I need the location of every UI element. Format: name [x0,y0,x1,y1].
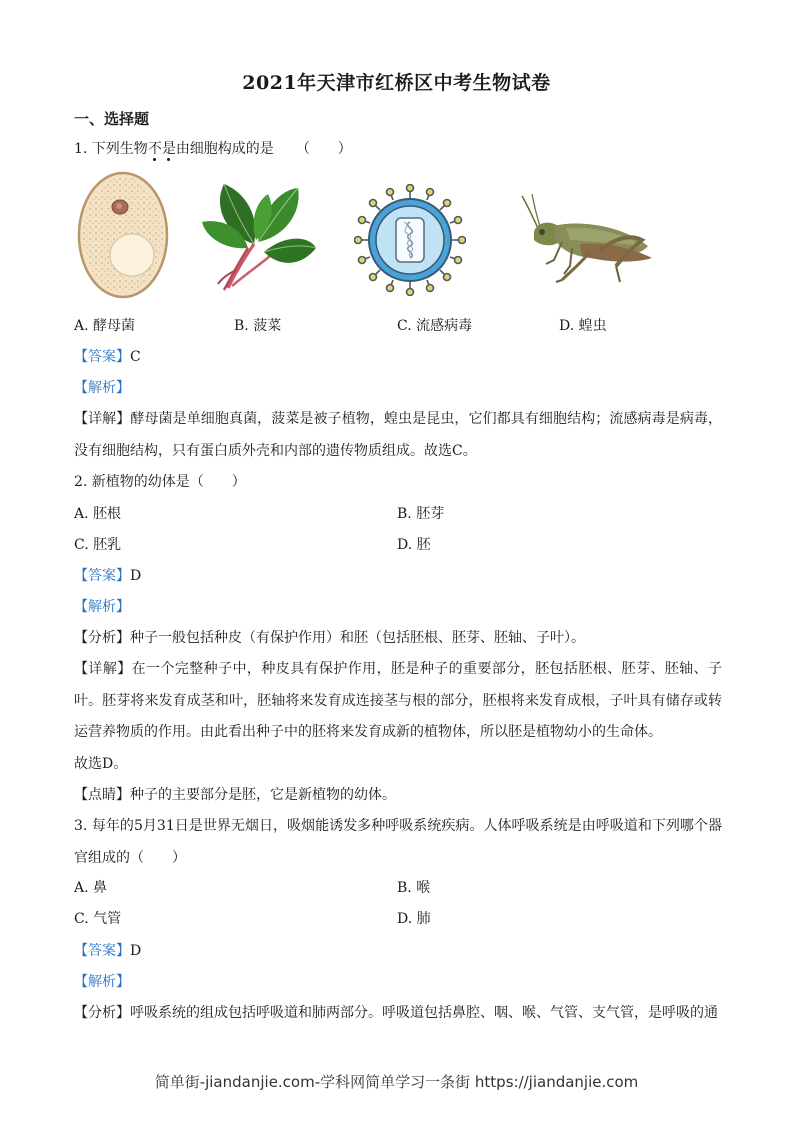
q2-analysis-heading [74,597,130,617]
q1-option-b: B. 菠菜 [234,318,282,334]
q1-detail [74,404,722,467]
q1-stem-part: 1. 下列生物 [74,141,148,157]
analysis-tag: 【解析】 [74,599,130,615]
q1-stem-part: 由细胞构成的是 [175,141,274,157]
detail-tag: 【详解】 [74,661,132,677]
emphasis-dot-char: 是 [161,141,176,157]
q2-option-b: B. 胚芽 [397,506,445,522]
grasshopper-image [520,194,660,286]
q2-answer [74,566,141,586]
q2-dianjing [74,785,396,805]
yeast-cell-image [76,171,170,299]
q1-option-c: C. 流感病毒 [397,318,473,334]
analysis-tag: 【解析】 [74,380,130,396]
dianjing-text: 种子的主要部分是胚，它是新植物的幼体。 [130,787,396,803]
answer-value: D [130,568,142,584]
q3-answer [74,941,141,961]
q1-answer [74,347,141,367]
fenxi-tag: 【分析】 [74,1005,130,1021]
detail-text: 在一个完整种子中，种皮具有保护作用，胚是种子的重要部分，胚包括胚根、胚芽、胚轴、子叶。胚芽将来发育成茎和叶，胚轴将来发育成连接茎与根的部分，胚根将来发育成根，子叶具有储存或转运营养物质的作用。由此看出种子中的胚将来发育成新的植物体，所以胚是植物幼小的生命体。 [74,661,723,740]
answer-value: D [130,943,142,959]
q3-option-b: B. 喉 [397,880,431,896]
q3-option-d: D. 肺 [397,911,431,927]
q3-option-a: A. 鼻 [74,880,108,896]
fenxi-text: 呼吸系统的组成包括呼吸道和肺两部分。呼吸道包括鼻腔、咽、喉、气管、支气管，是呼吸的通 [130,1005,718,1021]
answer-value: C [130,349,141,365]
q2-option-d: D. 胚 [397,537,431,553]
answer-tag: 【答案】 [74,349,130,365]
q3-option-c: C. 气管 [74,911,122,927]
q2-fenxi [74,628,585,648]
question-3-stem: 3. 每年的5月31日是世界无烟日，吸烟能诱发多种呼吸系统疾病。人体呼吸系统是由呼吸道和下列哪个器官组成的（ ） [74,818,722,866]
analysis-tag: 【解析】 [74,974,130,990]
q1-analysis-heading [74,378,130,398]
emphasis-dot-char: 不 [147,141,162,157]
answer-tag: 【答案】 [74,568,130,584]
fenxi-tag: 【分析】 [74,630,130,646]
dianjing-tag: 【点睛】 [74,787,130,803]
question-1-stem [74,139,352,159]
detail-tag: 【详解】 [74,411,131,427]
answer-blank: （ ） [295,141,352,157]
spinach-image [198,178,318,296]
answer-tag: 【答案】 [74,943,130,959]
q2-option-c: C. 胚乳 [74,537,122,553]
detail-text: 酵母菌是单细胞真菌，菠菜是被子植物，蝗虫是昆虫，它们都具有细胞结构；流感病毒是病毒，没有细胞结构，只有蛋白质外壳和内部的遗传物质组成。故选C。 [74,411,723,459]
q2-option-a: A. 胚根 [74,506,122,522]
q1-option-a: A. 酵母菌 [74,318,136,334]
fenxi-text: 种子一般包括种皮（有保护作用）和胚（包括胚根、胚芽、胚轴、子叶）。 [130,630,585,646]
influenza-virus-image [354,184,466,296]
q3-analysis-heading [74,972,130,992]
section-heading: 一、选择题 [74,110,150,128]
page-title: 2021年天津市红桥区中考生物试卷 [242,72,551,94]
q2-detail [74,654,722,749]
q1-option-d: D. 蝗虫 [559,318,607,334]
footer-watermark: 简单街-jiandanjie.com-学科网简单学习一条街 https://jiandanjie.com [154,1073,639,1091]
q2-choose: 故选D。 [74,756,128,772]
q3-fenxi [74,1003,718,1023]
question-2-stem: 2. 新植物的幼体是（ ） [74,474,246,490]
